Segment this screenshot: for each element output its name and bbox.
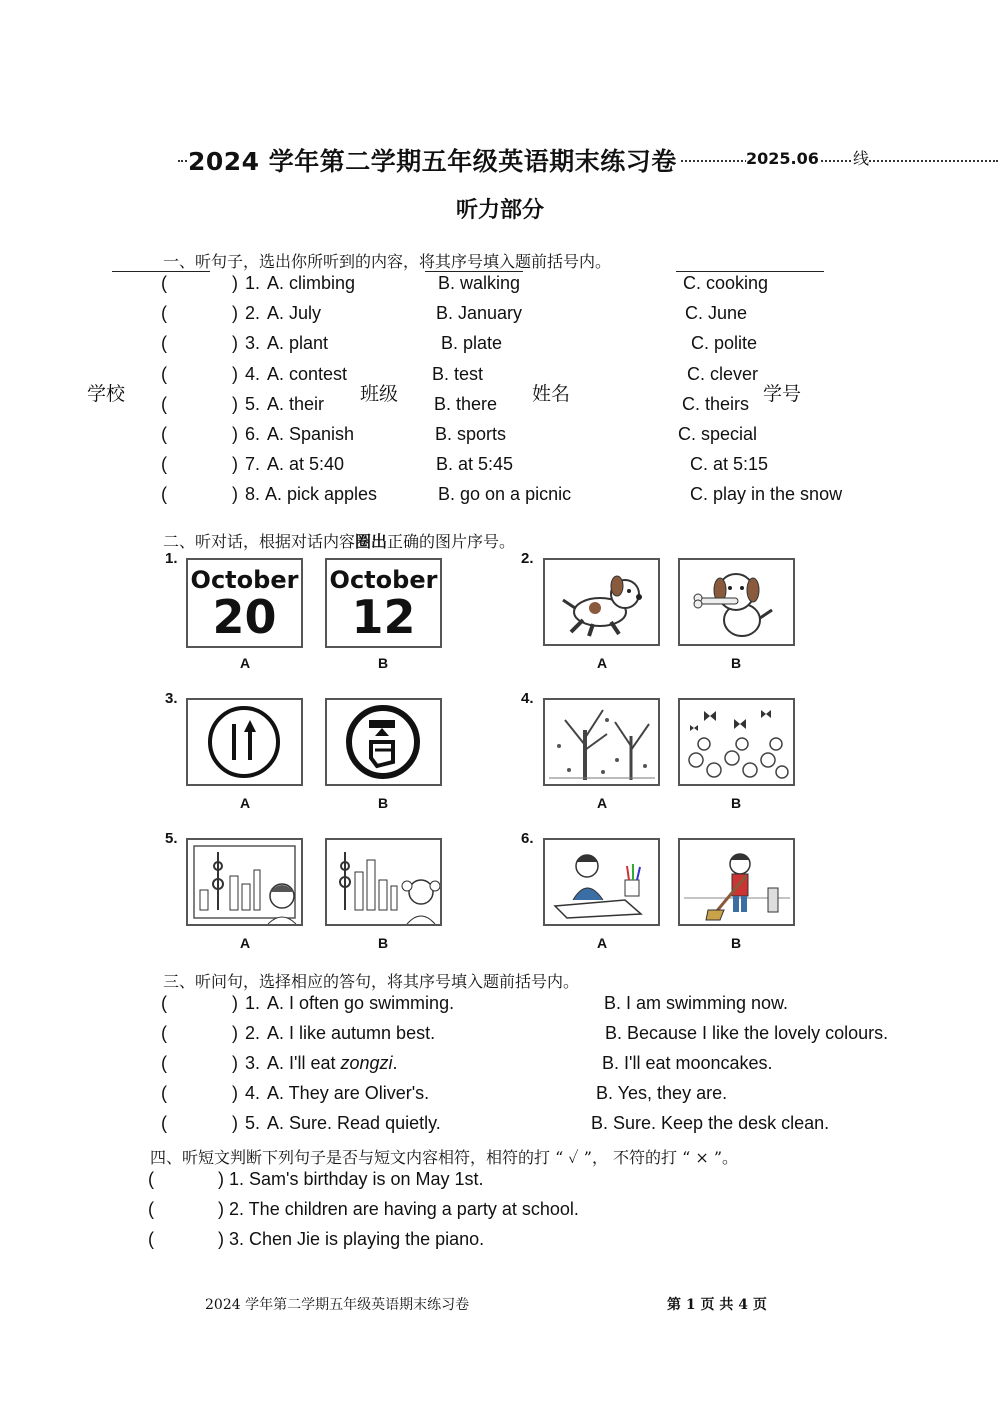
answer-bracket[interactable]: ( xyxy=(148,1229,154,1249)
class-label: 班级 xyxy=(360,383,399,405)
option-b: B. sports xyxy=(435,424,507,444)
two-way-traffic-sign-option-a[interactable] xyxy=(186,698,303,786)
option-label-a: A xyxy=(239,655,251,671)
answer-bracket[interactable]: ( xyxy=(161,1053,167,1073)
section1-instruction: 一、听句子，选出你所听到的内容，将其序号填入题前括号内。 xyxy=(163,252,612,271)
option-b: B. I am swimming now. xyxy=(604,993,789,1013)
answer-bracket[interactable]: ( xyxy=(161,303,167,323)
footer-title: 2024 学年第二学期五年级英语期末练习卷 xyxy=(205,1297,470,1313)
option-label-a: A xyxy=(239,795,251,811)
option-b: B. January xyxy=(436,303,523,323)
question-number: 5. xyxy=(245,1113,261,1133)
question-number: 3. xyxy=(245,333,261,353)
answer-bracket[interactable]: ( xyxy=(161,1023,167,1043)
option-label-b: B xyxy=(730,795,742,811)
spring-flowers-butterflies-picture-option-b[interactable] xyxy=(678,698,795,786)
page-number: 第 1 页 共 4 页 xyxy=(667,1297,767,1313)
washing-hands-sign-option-b[interactable] xyxy=(325,698,442,786)
item-number: 4. xyxy=(521,690,534,707)
option-b: B. at 5:45 xyxy=(436,454,514,474)
city-skyline-boy-picture-option-a[interactable] xyxy=(186,838,303,926)
answer-bracket[interactable]: ( xyxy=(148,1199,154,1219)
autumn-trees-picture-option-a[interactable] xyxy=(543,698,660,786)
option-c: C. cooking xyxy=(683,273,769,293)
dog-with-bone-picture-option-b[interactable] xyxy=(678,558,795,646)
section3-instruction: 三、听问句，选择相应的答句，将其序号填入题前括号内。 xyxy=(163,972,580,991)
option-b: B. walking xyxy=(438,273,521,293)
option-c: C. June xyxy=(685,303,748,323)
option-a: A. They are Oliver's. xyxy=(267,1083,430,1103)
answer-bracket[interactable]: ( xyxy=(161,394,167,414)
option-b: B. I'll eat mooncakes. xyxy=(602,1053,773,1073)
option-b: B. plate xyxy=(441,333,503,353)
question-number: 4. xyxy=(245,364,261,384)
student-number-label: 学号 xyxy=(763,383,802,405)
answer-bracket[interactable]: ( xyxy=(161,424,167,444)
option-a: A. Sure. Read quietly. xyxy=(267,1113,441,1133)
exam-title: 2024 学年第二学期五年级英语期末练习卷 xyxy=(188,142,681,178)
option-b: B. Yes, they are. xyxy=(596,1083,728,1103)
option-a: A. I often go swimming. xyxy=(267,993,455,1013)
section4-instruction: 四、听短文判断下列句子是否与短文内容相符，相符的打 “ ✓ ”， 不符的打 “ × ”。 xyxy=(150,1148,739,1167)
option-label-a: A xyxy=(596,795,608,811)
option-a: A. July xyxy=(267,303,322,323)
option-label-a: A xyxy=(596,935,608,951)
boy-sweeping-picture-option-b[interactable] xyxy=(678,838,795,926)
statement-text: ) 2. The children are having a party at school. xyxy=(218,1199,579,1219)
question-number: 5. xyxy=(245,394,261,414)
option-label-b: B xyxy=(730,935,742,951)
item-number: 3. xyxy=(165,690,178,707)
option-b: B. there xyxy=(434,394,498,414)
option-a: A. at 5:40 xyxy=(267,454,345,474)
item-number: 1. xyxy=(165,550,178,567)
option-label-a: A xyxy=(239,935,251,951)
question-number: 2. xyxy=(245,303,261,323)
option-c: C. clever xyxy=(687,364,759,384)
option-c: C. play in the snow xyxy=(690,484,843,504)
option-a: A. contest xyxy=(267,364,348,384)
option-c: C. polite xyxy=(691,333,758,353)
option-label-b: B xyxy=(377,655,389,671)
boy-drawing-picture-option-a[interactable] xyxy=(543,838,660,926)
question-number: 2. xyxy=(245,1023,261,1043)
answer-bracket[interactable]: ( xyxy=(161,273,167,293)
question-number: 1. xyxy=(245,273,261,293)
statement-text: ) 3. Chen Jie is playing the piano. xyxy=(218,1229,485,1249)
option-c: C. theirs xyxy=(682,394,750,414)
answer-bracket[interactable]: ( xyxy=(148,1169,154,1189)
name-line xyxy=(676,271,824,272)
name-label: 姓名 xyxy=(532,383,571,405)
statement-text: ) 1. Sam's birthday is on May 1st. xyxy=(218,1169,484,1189)
answer-bracket[interactable]: ( xyxy=(161,333,167,353)
item-number: 6. xyxy=(521,830,534,847)
answer-bracket[interactable]: ( xyxy=(161,993,167,1013)
option-c: C. at 5:15 xyxy=(690,454,769,474)
option-b: B. Because I like the lovely colours. xyxy=(605,1023,889,1043)
option-label-a: A xyxy=(596,655,608,671)
question-number: 7. xyxy=(245,454,261,474)
question-number: 3. xyxy=(245,1053,261,1073)
calendar-october-20-option-a[interactable]: October 20 xyxy=(186,558,303,648)
exam-date: 2025.06 xyxy=(746,149,819,168)
option-label-b: B xyxy=(377,795,389,811)
answer-bracket[interactable]: ( xyxy=(161,484,167,504)
option-label-b: B xyxy=(730,655,742,671)
option-a: A. pick apples xyxy=(265,484,378,504)
answer-bracket[interactable]: ( xyxy=(161,454,167,474)
calendar-october-12-option-b[interactable]: October 12 xyxy=(325,558,442,648)
class-line xyxy=(425,271,523,272)
option-a: A. Spanish xyxy=(267,424,355,444)
answer-bracket[interactable]: ( xyxy=(161,1083,167,1103)
option-label-b: B xyxy=(377,935,389,951)
binding-mark: 线 xyxy=(853,146,869,169)
answer-bracket[interactable]: ( xyxy=(161,364,167,384)
option-b: B. Sure. Keep the desk clean. xyxy=(591,1113,830,1133)
option-b: B. go on a picnic xyxy=(438,484,572,504)
section-title-listening: 听力部分 xyxy=(456,198,545,223)
question-number: 4. xyxy=(245,1083,261,1103)
city-skyline-girl-picture-option-b[interactable] xyxy=(325,838,442,926)
school-label: 学校 xyxy=(87,383,126,405)
answer-bracket[interactable]: ( xyxy=(161,1113,167,1133)
option-a: A. I'll eat zongzi. xyxy=(267,1053,398,1073)
option-a: A. plant xyxy=(267,333,329,353)
running-dog-picture-option-a[interactable] xyxy=(543,558,660,646)
question-number: 8. xyxy=(245,484,261,504)
item-number: 2. xyxy=(521,550,534,567)
option-a: A. climbing xyxy=(267,273,356,293)
item-number: 5. xyxy=(165,830,178,847)
option-c: C. special xyxy=(678,424,758,444)
option-a: A. I like autumn best. xyxy=(267,1023,436,1043)
section2-instruction: 二、听对话，根据对话内容圈出正确的图片序号。 xyxy=(163,532,516,551)
school-line xyxy=(112,271,210,272)
question-number: 6. xyxy=(245,424,261,444)
option-b: B. test xyxy=(432,364,484,384)
question-number: 1. xyxy=(245,993,261,1013)
option-a: A. their xyxy=(267,394,325,414)
